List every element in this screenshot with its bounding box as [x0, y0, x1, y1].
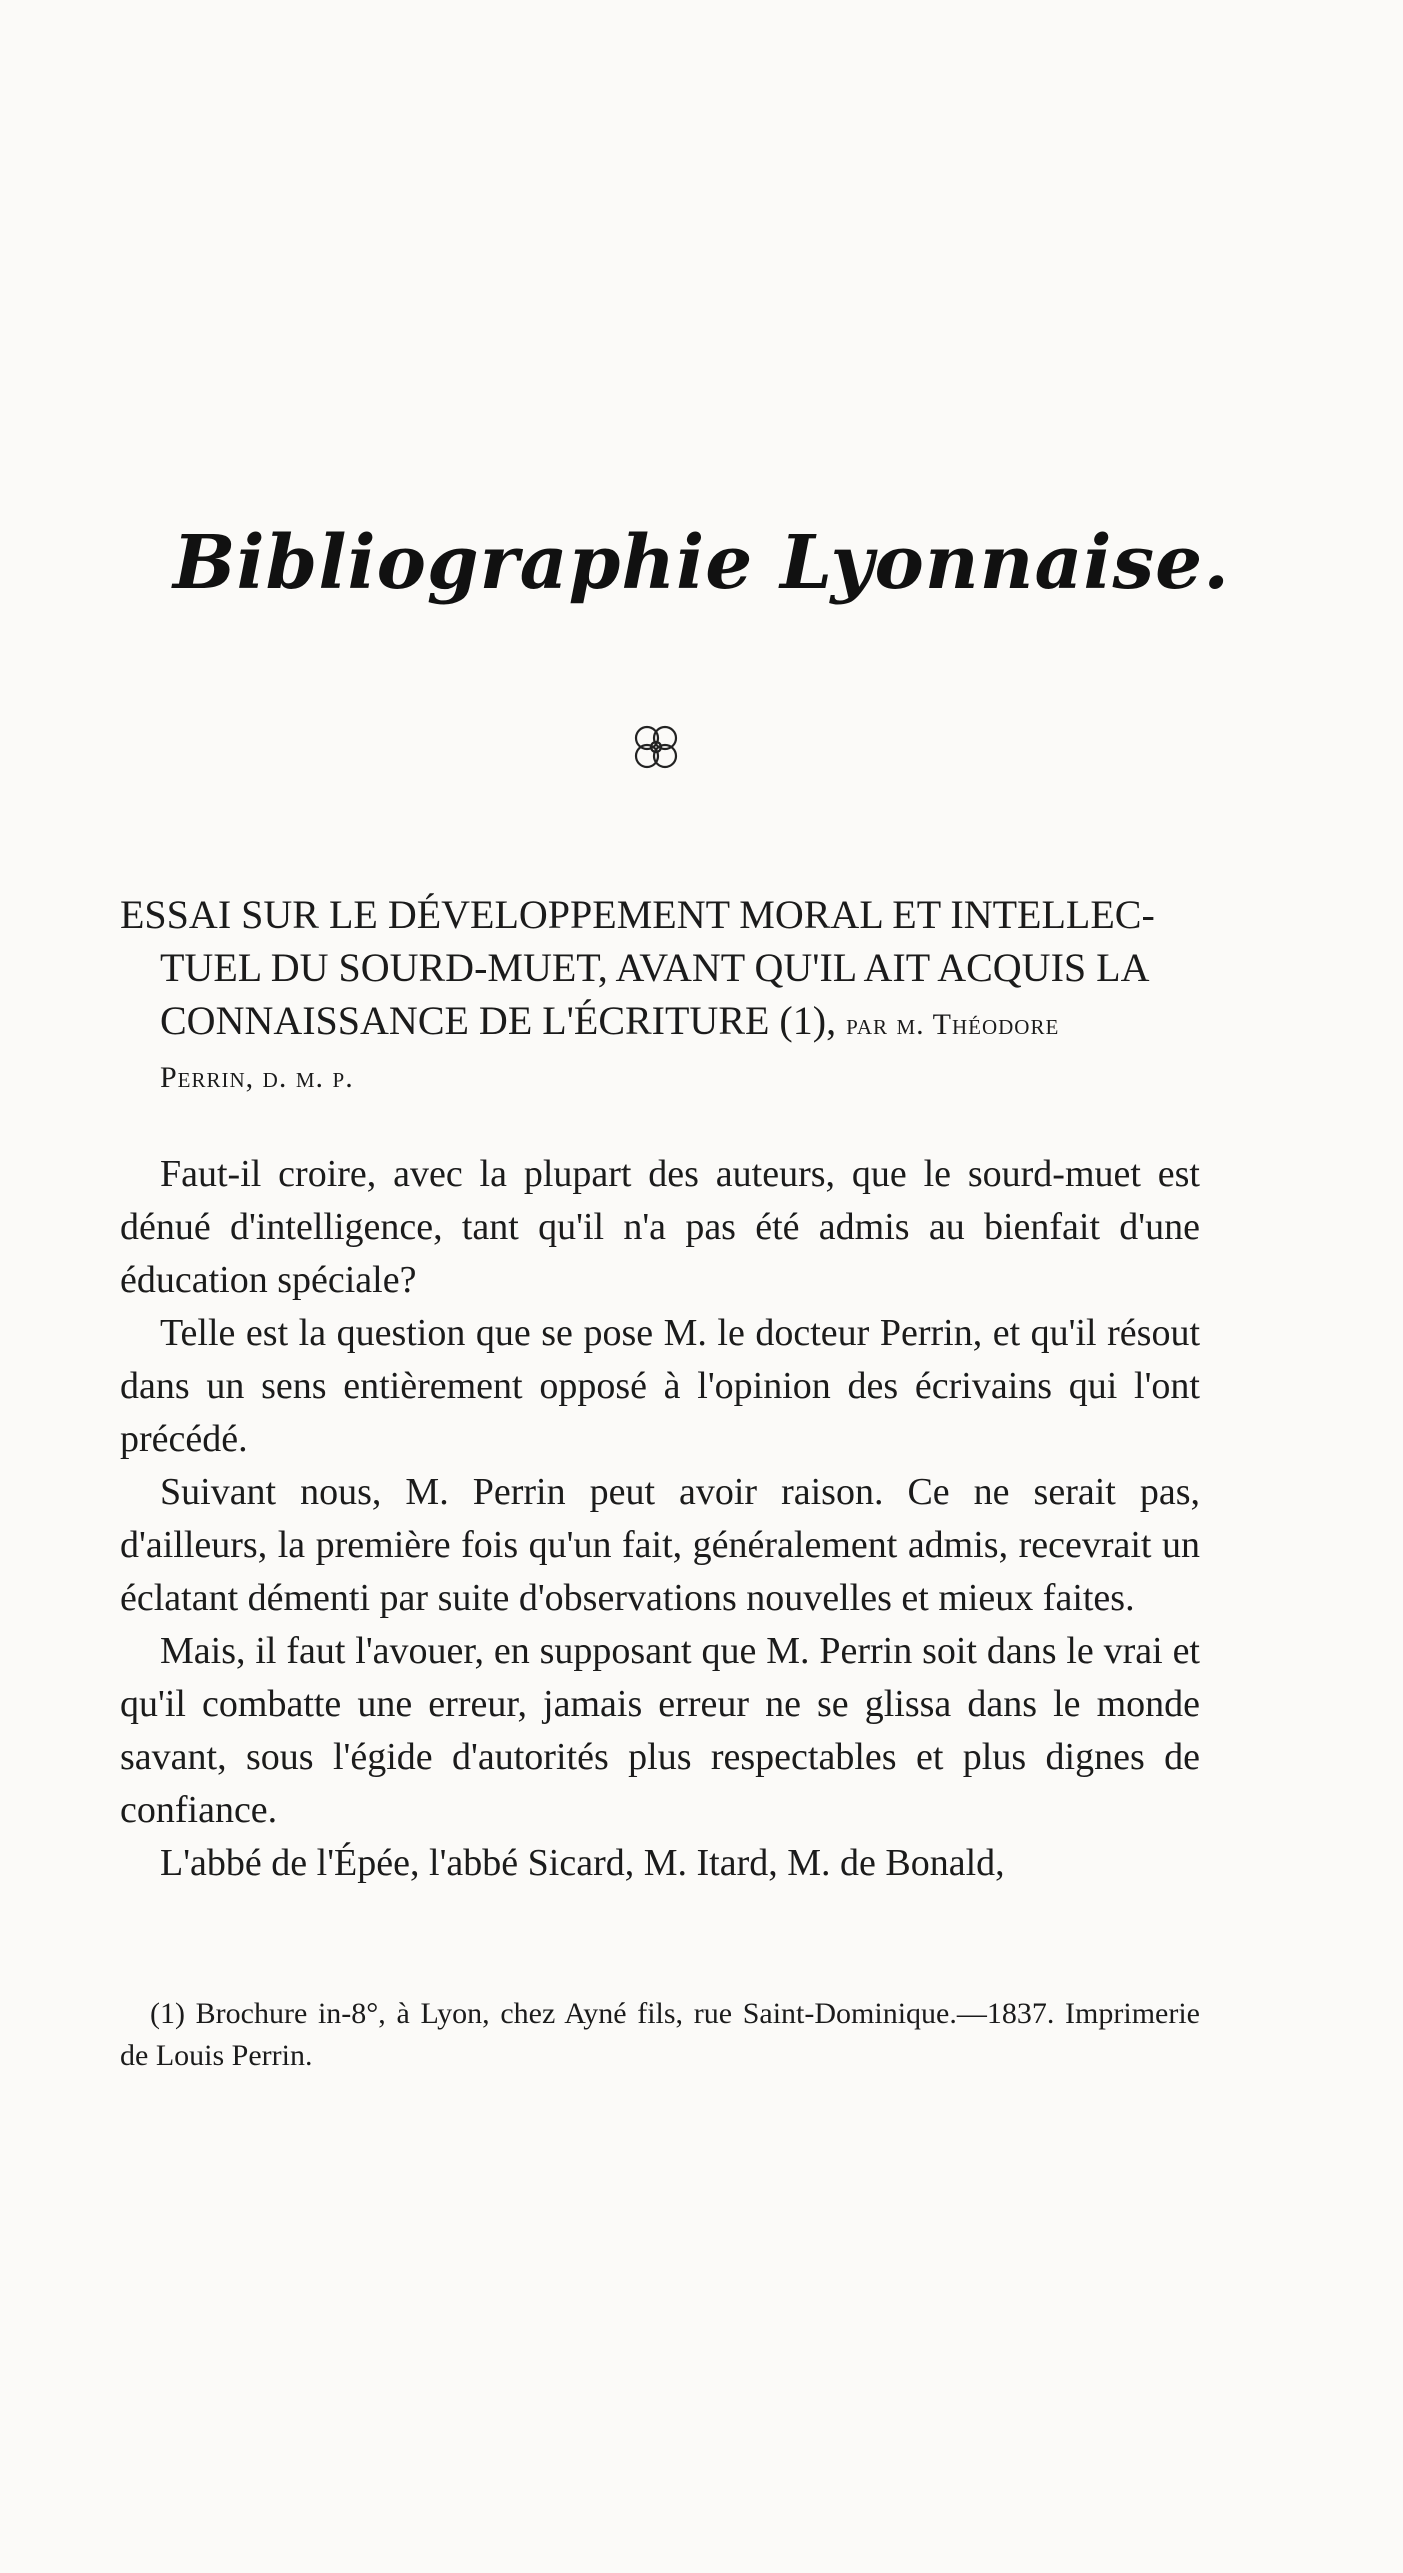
paragraph: Telle est la question que se pose M. le docteur Perrin, et qu'il résout dans un sens entièrement opposé à l'opinion des écrivains qui l'ont précédé.: [120, 1312, 1200, 1460]
quatrefoil-ornament-icon: [627, 718, 685, 776]
footnote: [120, 1993, 1200, 2077]
footnote-text: (1) Brochure in-8°, à Lyon, chez Ayné fils, rue Saint-Dominique.—1837. Imprimerie de Louis Perrin.: [120, 1997, 1200, 2072]
paragraph: Mais, il faut l'avouer, en supposant que M. Perrin soit dans le vrai et qu'il combatte une erreur, jamais erreur ne se glissa dans le monde savant, sous l'égide d'autorités plus respectables et plus dignes de confiance.: [120, 1630, 1200, 1831]
title-line-3-main: CONNAISSANCE DE L'ÉCRITURE (1),: [160, 998, 837, 1043]
reviewed-book-title: [120, 888, 1200, 1104]
author-name: Perrin, d. m. p.: [160, 1061, 354, 1094]
page-heading: Bibliographie Lyonnaise.: [172, 520, 1231, 606]
author-attribution: par m. Théodore: [846, 1008, 1060, 1041]
review-body: [120, 1148, 1200, 1890]
paragraph: Faut-il croire, avec la plupart des auteurs, que le sourd-muet est dénué d'intelligence, tant qu'il n'a pas été admis au bienfait d'une éducation spéciale?: [120, 1153, 1200, 1301]
paragraph: L'abbé de l'Épée, l'abbé Sicard, M. Itard, M. de Bonald,: [160, 1842, 1005, 1884]
title-line-3: [120, 994, 1200, 1051]
title-line-1: ESSAI SUR LE DÉVELOPPEMENT MORAL ET INTELLEC-: [120, 892, 1155, 937]
title-line-2: TUEL DU SOURD-MUET, AVANT QU'IL AIT ACQUIS LA: [160, 945, 1150, 990]
paragraph: Suivant nous, M. Perrin peut avoir raison. Ce ne serait pas, d'ailleurs, la première fois qu'un fait, généralement admis, recevrait un éclatant démenti par suite d'observations nouvelles et mieux faites.: [120, 1471, 1200, 1619]
